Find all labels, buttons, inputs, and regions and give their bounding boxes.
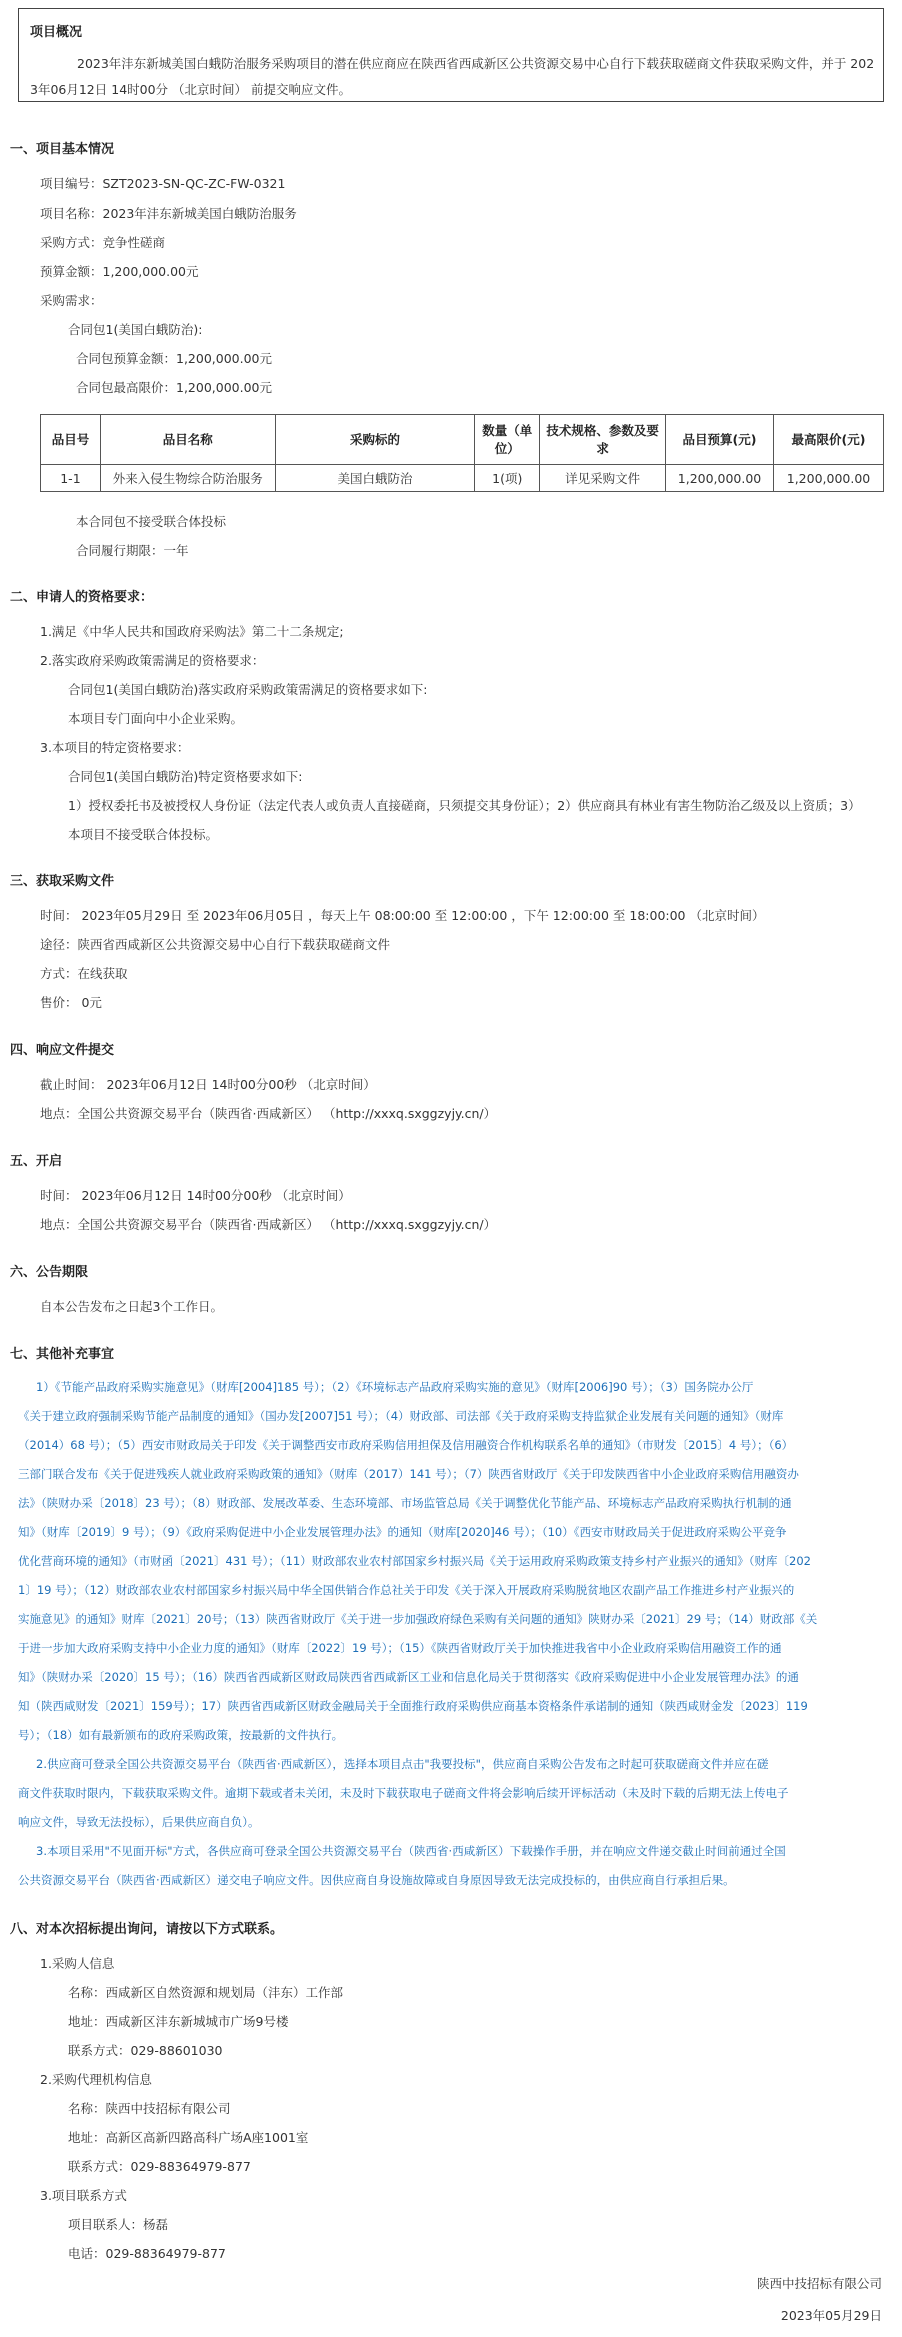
cell-quantity: 1(项) <box>475 465 540 492</box>
qualification-1: 1.满足《中华人民共和国政府采购法》第二十二条规定; <box>40 624 344 639</box>
supplement-line: 实施意见》的通知》财库〔2021〕20号；（13）陕西省财政厅《关于进一步加强政府绿色采购有关问题的通知》陕财办采〔2021〕29 号；（14）财政部《关 <box>18 1612 818 1626</box>
cell-item-name: 外来入侵生物综合防治服务 <box>100 465 275 492</box>
section-title-basic: 一、项目基本情况 <box>10 142 115 157</box>
qualification-2: 2.落实政府采购政策需满足的资格要求： <box>40 653 265 668</box>
supplement-line: 号）；（18）如有最新颁布的政府采购政策，按最新的文件执行。 <box>18 1728 344 1742</box>
col-header-item-no: 品目号 <box>41 415 101 465</box>
cell-specs: 详见采购文件 <box>540 465 666 492</box>
project-overview-box <box>18 8 884 102</box>
opening-place: 地点：全国公共资源交易平台（陕西省·西咸新区） （http://xxxq.sxggzyjy.cn/） <box>40 1217 497 1232</box>
contract-term: 合同履行期限：一年 <box>76 543 189 558</box>
supplement-line: 1〕19 号）；（12）财政部农业农村部国家乡村振兴局中华全国供销合作总社关于印发《关于深入开展政府采购脱贫地区农副产品工作推进乡村产业振兴的 <box>18 1583 795 1597</box>
procurement-method: 采购方式：竞争性磋商 <box>40 235 166 250</box>
announcement-period: 自本公告发布之日起3个工作日。 <box>40 1299 223 1314</box>
contact-purchaser-heading: 1.采购人信息 <box>40 1956 115 1971</box>
obtain-way: 途径：陕西省西咸新区公共资源交易中心自行下载获取磋商文件 <box>40 937 391 952</box>
supplement-line: 商文件获取时限内，下载获取采购文件。逾期下载或者未关闭，未及时下载获取电子磋商文件将会影响后续开评标活动（未及时下载的后期无法上传电子 <box>18 1786 789 1800</box>
section-title-supplement: 七、其他补充事宜 <box>10 1347 115 1362</box>
budget-amount: 预算金额：1,200,000.00元 <box>40 264 199 279</box>
supplement-line: 2.供应商可登录全国公共资源交易平台（陕西省·西咸新区），选择本项目点击"我要投标"，供应商自采购公告发布之时起可获取磋商文件并应在磋 <box>36 1757 769 1771</box>
obtain-price: 售价： 0元 <box>40 995 102 1010</box>
col-header-item-name: 品目名称 <box>100 415 275 465</box>
no-consortium-note: 本合同包不接受联合体投标 <box>76 514 227 529</box>
supplement-line: 于进一步加大政府采购支持中小企业力度的通知》（财库〔2022〕19 号）；（15）《陕西省财政厅关于加快推进我省中小企业政府采购信用融资工作的通 <box>18 1641 782 1655</box>
project-contact-phone: 电话：029-88364979-877 <box>68 2246 226 2261</box>
overview-title: 项目概况 <box>30 25 83 40</box>
purchaser-address: 地址：西咸新区沣东新城城市广场9号楼 <box>68 2014 289 2029</box>
agency-phone: 联系方式：029-88364979-877 <box>68 2159 251 2174</box>
section-title-period: 六、公告期限 <box>10 1265 89 1280</box>
supplement-line: （2014）68 号）；（5）西安市财政局关于印发《关于调整西安市政府采购信用担保及信用融资合作机构联系名单的通知》（市财发〔2015〕4 号）；（6） <box>18 1438 794 1452</box>
col-header-max-price: 最高限价(元) <box>774 415 884 465</box>
footer-date: 2023年05月29日 <box>780 2308 882 2323</box>
submit-deadline: 截止时间： 2023年06月12日 14时00分00秒 （北京时间） <box>40 1077 376 1092</box>
qualification-2b: 本项目专门面向中小企业采购。 <box>68 711 244 726</box>
col-header-quantity: 数量（单位） <box>475 415 540 465</box>
project-name: 项目名称：2023年沣东新城美国白蛾防治服务 <box>40 206 297 221</box>
supplement-line: 知》（陕财办采〔2020〕15 号）；（16）陕西省西咸新区财政局陕西省西咸新区工业和信息化局关于贯彻落实《政府采购促进中小企业发展管理办法》的通 <box>18 1670 799 1684</box>
supplement-line: 1）《节能产品政府采购实施意见》（财库[2004]185 号）；（2）《环境标志产品政府采购实施的意见》（财库[2006]90 号）；（3）国务院办公厅 <box>36 1380 754 1394</box>
package-budget: 合同包预算金额：1,200,000.00元 <box>76 351 272 366</box>
contract-package: 合同包1(美国白蛾防治): <box>68 322 203 337</box>
overview-line-2: 3年06月12日 14时00分 （北京时间） 前提交响应文件。 <box>30 82 351 97</box>
qualification-3: 3.本项目的特定资格要求： <box>40 740 190 755</box>
contact-agency-heading: 2.采购代理机构信息 <box>40 2072 152 2087</box>
supplement-line: 知》（财库〔2019〕9 号）；（9）《政府采购促进中小企业发展管理办法》的通知（财库[2020]46 号）；（10）《西安市财政局关于促进政府采购公平竞争 <box>18 1525 787 1539</box>
supplement-line: 知（陕西咸财发〔2021〕159号）；17）陕西省西咸新区财政金融局关于全面推行政府采购供应商基本资格条件承诺制的通知（陕西咸财金发〔2023〕119 <box>18 1699 808 1713</box>
qualification-3c: 本项目不接受联合体投标。 <box>68 827 219 842</box>
qualification-2a: 合同包1(美国白蛾防治)落实政府采购政策需满足的资格要求如下: <box>68 682 428 697</box>
items-table <box>40 414 884 492</box>
package-max-price: 合同包最高限价：1,200,000.00元 <box>76 380 272 395</box>
obtain-mode: 方式：在线获取 <box>40 966 128 981</box>
opening-time: 时间： 2023年06月12日 14时00分00秒 （北京时间） <box>40 1188 351 1203</box>
supplement-line: 3.本项目采用"不见面开标"方式，各供应商可登录全国公共资源交易平台（陕西省·西咸新区）下载操作手册，并在响应文件递交截止时间前通过全国 <box>36 1844 786 1858</box>
col-header-item-budget: 品目预算(元) <box>666 415 774 465</box>
qualification-3a: 合同包1(美国白蛾防治)特定资格要求如下: <box>68 769 303 784</box>
submit-place: 地点：全国公共资源交易平台（陕西省·西咸新区） （http://xxxq.sxggzyjy.cn/） <box>40 1106 497 1121</box>
supplement-line: 响应文件，导致无法投标），后果供应商自负）。 <box>18 1815 260 1829</box>
supplement-line: 三部门联合发布《关于促进残疾人就业政府采购政策的通知》（财库（2017）141 号）；（7）陕西省财政厅《关于印发陕西省中小企业政府采购信用融资办 <box>18 1467 799 1481</box>
procurement-needs-label: 采购需求： <box>40 293 103 308</box>
qualification-3b: 1）授权委托书及被授权人身份证（法定代表人或负责人直接磋商，只须提交其身份证）；2）供应商具有林业有害生物防治乙级及以上资质；3） <box>68 798 861 813</box>
obtain-time: 时间： 2023年05月29日 至 2023年06月05日 ，每天上午 08:00:00 至 12:00:00 ，下午 12:00:00 至 18:00:00 （北京时间） <box>40 908 765 923</box>
section-title-submit: 四、响应文件提交 <box>10 1043 115 1058</box>
section-title-obtain: 三、获取采购文件 <box>10 874 115 889</box>
section-title-opening: 五、开启 <box>10 1154 63 1169</box>
purchaser-phone: 联系方式：029-88601030 <box>68 2043 223 2058</box>
col-header-specs: 技术规格、参数及要求 <box>540 415 666 465</box>
footer-company: 陕西中技招标有限公司 <box>756 2276 882 2291</box>
section-title-qualification: 二、申请人的资格要求： <box>10 590 154 605</box>
cell-max-price: 1,200,000.00 <box>774 465 884 492</box>
table-row <box>41 465 884 492</box>
project-contact-person: 项目联系人：杨磊 <box>68 2217 169 2232</box>
project-number: 项目编号：SZT2023-SN-QC-ZC-FW-0321 <box>40 176 286 191</box>
agency-name: 名称：陕西中技招标有限公司 <box>68 2101 231 2116</box>
purchaser-name: 名称：西咸新区自然资源和规划局（沣东）工作部 <box>68 1985 344 2000</box>
col-header-subject: 采购标的 <box>275 415 475 465</box>
table-header-row <box>41 415 884 465</box>
supplement-line: 《关于建立政府强制采购节能产品制度的通知》（国办发[2007]51 号）；（4）财政部、司法部《关于政府采购支持监狱企业发展有关问题的通知》（财库 <box>18 1409 784 1423</box>
agency-address: 地址：高新区高新四路高科广场A座1001室 <box>68 2130 309 2145</box>
section-title-contact: 八、对本次招标提出询问，请按以下方式联系。 <box>10 1922 284 1937</box>
cell-item-no: 1-1 <box>41 465 101 492</box>
cell-item-budget: 1,200,000.00 <box>666 465 774 492</box>
contact-project-heading: 3.项目联系方式 <box>40 2188 127 2203</box>
supplement-line: 优化营商环境的通知》（市财函〔2021〕431 号）；（11）财政部农业农村部国家乡村振兴局《关于运用政府采购政策支持乡村产业振兴的通知》（财库〔202 <box>18 1554 811 1568</box>
cell-subject: 美国白蛾防治 <box>275 465 475 492</box>
supplement-line: 法》（陕财办采〔2018〕23 号）；（8）财政部、发展改革委、生态环境部、市场监管总局《关于调整优化节能产品、环境标志产品政府采购执行机制的通 <box>18 1496 792 1510</box>
overview-line-1: 2023年沣东新城美国白蛾防治服务采购项目的潜在供应商应在陕西省西咸新区公共资源交易中心自行下载获取磋商文件获取采购文件，并于 202 <box>77 56 875 71</box>
supplement-line: 公共资源交易平台（陕西省·西咸新区）递交电子响应文件。因供应商自身设施故障或自身原因导致无法完成投标的，由供应商自行承担后果。 <box>18 1873 735 1887</box>
